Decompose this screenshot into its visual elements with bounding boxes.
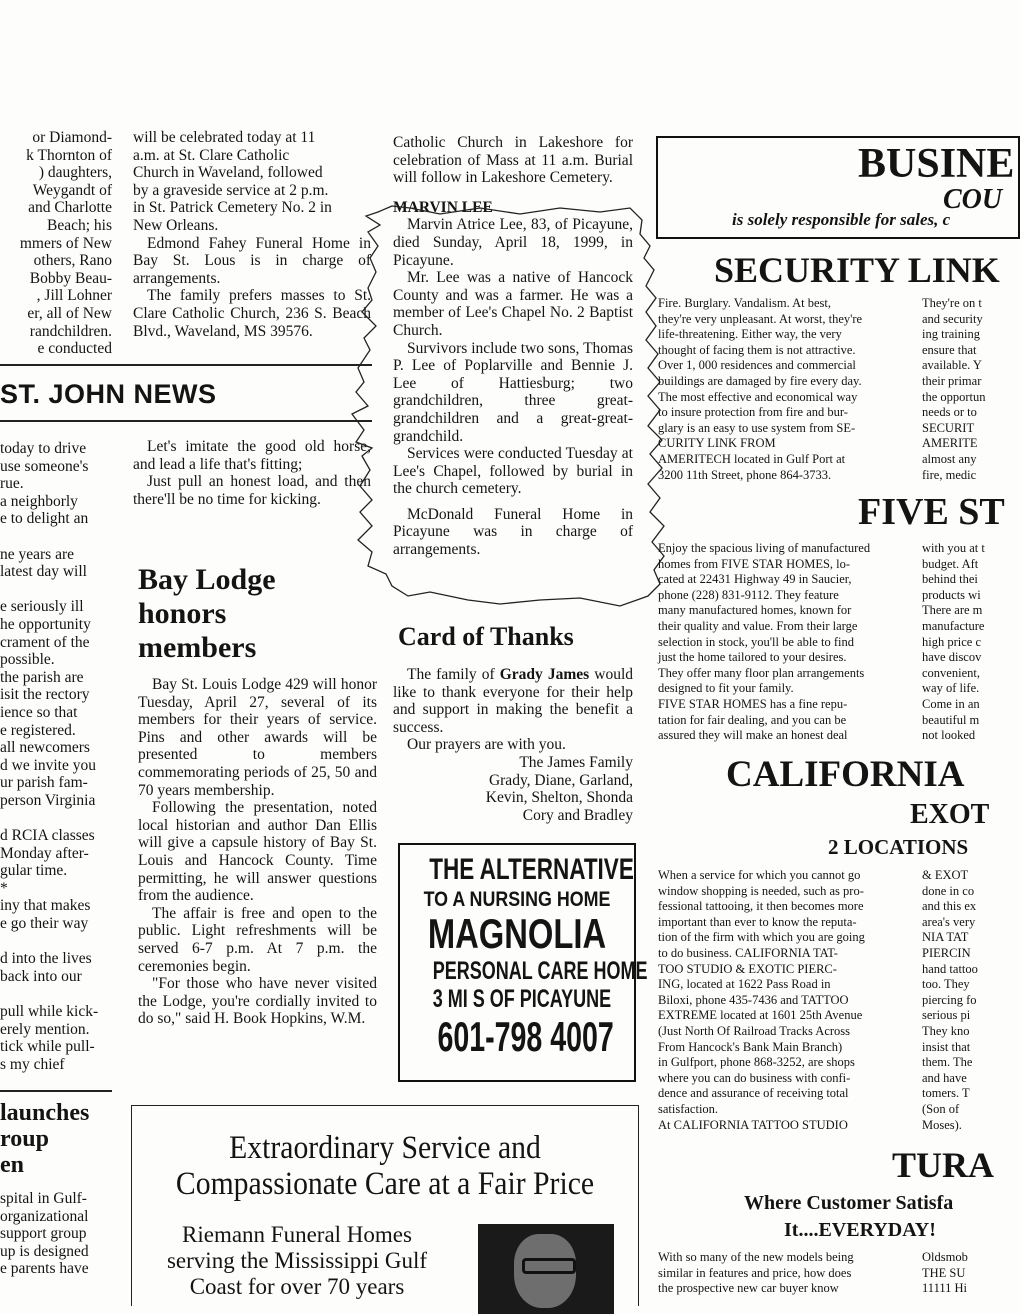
text-line: d RCIA classes <box>0 827 95 845</box>
riemann-headline-2: Compassionate Care at a Fair Price <box>175 1166 595 1202</box>
business-banner <box>656 136 1020 239</box>
text-line: products wi <box>922 587 981 602</box>
text-line: spital in Gulf- <box>0 1190 87 1207</box>
text-line: their quality and value. From their large <box>658 618 858 633</box>
text-line: area's very <box>922 914 976 929</box>
tura-left-text <box>658 1250 902 1296</box>
text-line: behind thei <box>922 572 978 587</box>
text-line: homes from FIVE STAR HOMES, lo- <box>658 556 851 571</box>
text-line: NIA TAT <box>922 930 969 945</box>
text-line: They're on t <box>922 296 982 310</box>
text-line: window shopping is needed, such as pro- <box>658 883 864 898</box>
magnolia-ad <box>398 843 648 1082</box>
magnolia-line-2: TO A NURSING HOME <box>423 888 611 911</box>
text-line: Church in Waveland, followed <box>133 164 323 182</box>
text-line: & EXOT <box>922 868 969 882</box>
text-line: ING, located at 1622 Pass Road in <box>658 977 831 992</box>
text-line: way of life. <box>922 681 980 696</box>
security-link-title: SECURITY LINK <box>714 250 1000 290</box>
text-line: Monday after- <box>0 844 89 862</box>
text-line: and have <box>922 1070 967 1085</box>
text-line: beautiful m <box>922 712 980 727</box>
text-line: pull while kick- <box>0 1003 99 1020</box>
security-left-text <box>658 296 902 483</box>
five-star-title: FIVE ST <box>858 491 1005 533</box>
section-heading-st-john-news: ST. JOHN NEWS <box>0 379 217 409</box>
riemann-sub-2: serving the Mississippi Gulf <box>166 1248 428 1273</box>
text-line: EXTREME located at 1601 25th Avenue <box>658 1008 863 1023</box>
text-line: manufacture <box>922 618 985 633</box>
text-line: cated at 22431 Highway 49 in Saucier, <box>658 572 852 587</box>
lakeshore-paragraph: Catholic Church in Lakeshore for celebration of Mass at 11 a.m. Burial will follow in Lakeshore Cemetery. <box>393 134 633 187</box>
banner-tagline: is solely responsible for sales, c <box>732 210 951 229</box>
headline-line: launches <box>0 1100 90 1126</box>
text-line: all newcomers <box>0 739 90 757</box>
five-star-right-text <box>922 541 992 744</box>
text-line: buildings are damaged by fire every day. <box>658 373 862 388</box>
text-line: (Son of <box>922 1101 960 1116</box>
poem-line-2: Just pull an honest load, and then there'll be no time for kicking. <box>133 473 371 508</box>
bay-lodge-p4: "For those who have never visited the Lodge, you're cordially invited to do so," said H. Book Hopkins, W.M. <box>138 975 377 1028</box>
text-line: s my chief <box>0 1055 65 1073</box>
text-line: tomers. T <box>922 1086 970 1101</box>
text-line: a.m. at St. Clare Catholic <box>133 146 290 164</box>
text-line: New Orleans. <box>133 216 219 234</box>
text-line: ) daughters, <box>38 164 112 182</box>
text-line: ensure that <box>922 342 977 357</box>
text-line: satisfaction. <box>658 1101 719 1116</box>
riemann-headline-1: Extraordinary Service and <box>229 1130 541 1166</box>
california-subtitle: EXOT <box>910 799 990 830</box>
text-line: e to delight an <box>0 510 89 528</box>
text-line: today to drive <box>0 440 87 457</box>
text-line: Weygandt of <box>32 181 112 199</box>
text-line: PIERCIN <box>922 945 971 960</box>
text-line: the opportun <box>922 389 986 404</box>
text-line: e registered. <box>0 721 76 739</box>
text-line: gular time. <box>0 862 68 880</box>
text-line: he opportunity <box>0 615 91 633</box>
banner-subtitle: COU <box>943 184 1003 215</box>
text-line: almost any <box>922 451 977 466</box>
california-locations: 2 LOCATIONS <box>828 835 969 859</box>
tura-subtitle-2: It....EVERYDAY! <box>784 1219 936 1241</box>
text-line: At CALIFORNIA TATTOO STUDIO <box>658 1117 848 1132</box>
text-line: crament of the <box>0 633 90 651</box>
text-line: They offer many floor plan arrangements <box>658 665 865 680</box>
text-line: 3200 11th Street, phone 864-3733. <box>658 467 832 482</box>
text-line: too. They <box>922 977 970 992</box>
text-line: others, Rano <box>33 252 112 270</box>
text-line: designed to fit your family. <box>658 681 794 696</box>
text-line: tion of the firm with which you are going <box>658 930 865 945</box>
text-line: CURITY LINK FROM <box>658 436 776 451</box>
text-line: by a graveside service at 2 p.m. <box>133 181 329 199</box>
text-line: their primar <box>922 373 982 388</box>
text-line: ne years are <box>0 545 75 563</box>
california-right-text <box>922 868 992 1133</box>
signature-line: Cory and Bradley <box>522 806 633 824</box>
text-line: d we invite you <box>0 756 96 774</box>
text-line: tick while pull- <box>0 1038 95 1056</box>
text-line: The most effective and economical way <box>658 389 858 404</box>
text-line: 11111 Hi <box>922 1281 968 1296</box>
text-line: Biloxi, phone 435-7436 and TATTOO <box>658 992 849 1007</box>
text-line: selection in stock, you'll be able to find <box>658 634 854 649</box>
text-line: dence and assurance of receiving total <box>658 1086 849 1101</box>
text-line: From Hancock's Bank Main Branch) <box>658 1039 843 1054</box>
text-line: not looked <box>922 728 976 743</box>
thanks-p1: The family of Grady James would like to thank everyone for their help and support in making the benefit a success. <box>393 666 633 736</box>
signature-line: Grady, Diane, Garland, <box>488 771 633 789</box>
headline-line: members <box>138 631 257 664</box>
text-line: insist that <box>922 1039 971 1054</box>
text-line: in St. Patrick Cemetery No. 2 in <box>133 199 332 217</box>
text-line: available. Y <box>922 358 982 373</box>
text-line: Moses). <box>922 1117 962 1132</box>
poem-line-1: Let's imitate the good old horse, and lead a life that's fitting; <box>133 438 371 473</box>
card-of-thanks <box>393 666 633 824</box>
text-line: done in co <box>922 883 975 898</box>
text-line: and Charlotte <box>28 199 112 217</box>
headline-line: roup <box>0 1126 49 1152</box>
magnolia-line-5: 3 MI S OF PICAYUNE <box>432 985 612 1013</box>
riemann-sub-1: Riemann Funeral Homes <box>182 1222 412 1247</box>
text-line: the prospective new car buyer know <box>658 1281 839 1296</box>
lee-p3: Survivors include two sons, Thomas P. Lee of Poplarville and Bennie J. Lee of Hattiesburg; two grandchildren, three great-grandchildren and a great-great-grandchild. <box>393 339 633 445</box>
text-line: a neighborly <box>0 492 78 510</box>
text-line: up is designed <box>0 1242 89 1260</box>
text-line: e go their way <box>0 915 89 933</box>
riemann-sub-3: Coast for over 70 years <box>189 1274 405 1299</box>
tura-title: TURA <box>892 1145 995 1185</box>
text-line: mmers of New <box>19 234 112 252</box>
text-line: possible. <box>0 651 55 669</box>
text-line: e seriously ill <box>0 598 84 616</box>
text-line: them. The <box>922 1055 973 1070</box>
bay-lodge-p2: Following the presentation, noted local historian and author Dan Ellis will give a capsule history of Bay St. Louis and Hancock County. Time permitting, he will answer questions from the audience. <box>138 799 377 905</box>
text-line: THE SU <box>922 1265 966 1280</box>
text-line: Enjoy the spacious living of manufactured <box>658 541 871 555</box>
text-line: fessional tattooing, it then becomes more <box>658 899 864 914</box>
riemann-ad <box>131 1105 639 1306</box>
text-line: or Diamond- <box>32 129 112 146</box>
text-line: Fire. Burglary. Vandalism. At best, <box>658 296 832 310</box>
text-line: erely mention. <box>0 1020 90 1038</box>
thanks-signature <box>393 754 633 824</box>
banner-title: BUSINE <box>858 141 1015 187</box>
text-line: will be celebrated today at 11 <box>133 129 316 146</box>
text-line: (Just North Of Railroad Tracks Across <box>658 1023 851 1038</box>
security-right-text <box>922 296 992 483</box>
signature-line: The James Family <box>519 753 633 771</box>
headline-line: en <box>0 1152 24 1178</box>
text-line: Beach; his <box>47 216 112 234</box>
text-line: person Virginia <box>0 791 96 809</box>
text-line: life-threatening. Either way, the very <box>658 327 842 342</box>
text-line: piercing fo <box>922 992 977 1007</box>
text-line: and this ex <box>922 899 977 914</box>
text-line: Come in an <box>922 696 980 711</box>
text-line: convenient, <box>922 665 980 680</box>
magnolia-line-4: PERSONAL CARE HOME <box>432 957 648 985</box>
text-line: AMERITE <box>922 436 978 451</box>
text-line: support group <box>0 1225 87 1243</box>
text-line: ience so that <box>0 703 78 721</box>
text-line: back into our <box>0 967 82 985</box>
text-line: budget. Aft <box>922 556 979 571</box>
text-line: organizational <box>0 1207 89 1225</box>
text-line: er, all of New <box>27 304 112 322</box>
text-line: With so many of the new models being <box>658 1250 854 1264</box>
five-star-left-text <box>658 541 902 744</box>
text-line: phone (228) 831-9112. They feature <box>658 587 839 602</box>
tura-right-text <box>922 1250 992 1296</box>
text-line: TOO STUDIO & EXOTIC PIERC- <box>658 961 837 976</box>
text-line: They kno <box>922 1023 970 1038</box>
text-line: SECURIT <box>922 420 975 435</box>
text-line: have discov <box>922 650 982 665</box>
text-line: , Jill Lohner <box>36 287 112 305</box>
lee-p4: Services were conducted Tuesday at Lee's Chapel, followed by burial in the church cemetery. <box>393 445 633 498</box>
text-line: ur parish fam- <box>0 774 88 792</box>
bay-lodge-p3: The affair is free and open to the public. Light refreshments will be served 6-7 p.m. At 7 p.m. the ceremonies begin. <box>138 904 377 975</box>
text-line: Over 1, 000 residences and commercial <box>658 358 856 373</box>
california-title: CALIFORNIA <box>726 754 965 795</box>
text-line: iny that makes <box>0 897 91 915</box>
text-line: the parish are <box>0 668 84 686</box>
tura-subtitle-1: Where Customer Satisfa <box>744 1192 954 1214</box>
text-line: serious pi <box>922 1008 971 1023</box>
text-line: ing training <box>922 327 980 342</box>
text-line: k Thornton of <box>26 146 112 164</box>
text-line: in Gulfport, phone 868-3252, are shops <box>658 1055 855 1070</box>
text-line: to do business. CALIFORNIA TAT- <box>658 945 838 960</box>
text-line: isit the rectory <box>0 686 90 704</box>
text-line: Oldsmob <box>922 1250 968 1264</box>
text-line: d into the lives <box>0 950 92 968</box>
lee-p1: Marvin Atrice Lee, 83, of Picayune, died Sunday, April 18, 1999, in Picayune. <box>393 216 633 269</box>
text-line: just the home tailored to your desires. <box>658 650 847 665</box>
text-line: to insure protection from fire and bur- <box>658 405 848 420</box>
text-line: high price c <box>922 634 982 649</box>
masses-paragraph: The family prefers masses to St. Clare Catholic Church, 236 S. Beach Blvd., Waveland, MS 39576. <box>133 287 371 340</box>
text-line: There are m <box>922 603 983 618</box>
text-line: assured they will make an honest deal <box>658 728 848 743</box>
riemann-portrait <box>478 1224 614 1314</box>
text-line: use someone's <box>0 457 89 475</box>
text-line: fire, medic <box>922 467 977 482</box>
obit-name-marvin-lee: MARVIN LEE <box>393 198 493 216</box>
signature-line: Kevin, Shelton, Shonda <box>485 789 633 807</box>
magnolia-line-1: THE ALTERNATIVE <box>429 853 634 886</box>
card-of-thanks-title: Card of Thanks <box>398 622 574 651</box>
text-line: and security <box>922 311 983 326</box>
text-line: they're very unpleasant. At worst, they're <box>658 311 863 326</box>
funeral-home-paragraph: Edmond Fahey Funeral Home in Bay St. Lous is in charge of arrangements. <box>133 234 371 287</box>
text-line: When a service for which you cannot go <box>658 868 861 882</box>
lee-p5: McDonald Funeral Home in Picayune was in charge of arrangements. <box>393 505 633 559</box>
thanks-p2: Our prayers are with you. <box>407 736 566 754</box>
california-left-text <box>658 868 902 1133</box>
text-line: e parents have <box>0 1260 89 1278</box>
text-line: thought of facing them is not attractive. <box>658 342 856 357</box>
text-line: Bobby Beau- <box>29 269 112 287</box>
lee-p2: Mr. Lee was a native of Hancock County and was a farmer. He was a member of Lee's Chapel No. 2 Baptist Church. <box>393 269 633 339</box>
headline-line: honors <box>138 597 227 630</box>
text-line: randchildren. <box>29 322 112 340</box>
text-line: e conducted <box>37 340 112 358</box>
text-line: * <box>0 879 8 897</box>
text-line: similar in features and price, how does <box>658 1265 852 1280</box>
text-line: where you can do business with confi- <box>658 1070 851 1085</box>
text-line: tation for fair dealing, and you can be <box>658 712 847 727</box>
bay-lodge-p1: Bay St. Louis Lodge 429 will honor Tuesday, April 27, several of its members for their years of service. Pins and other awards will be presented to members commemorating periods of 25, 50 and 70 years membership. <box>138 676 377 799</box>
text-line: many manufactured homes, known for <box>658 603 852 618</box>
text-line: AMERITECH located in Gulf Port at <box>658 451 846 466</box>
text-line: glary is an easy to use system from SE- <box>658 420 856 435</box>
headline-line: Bay Lodge <box>138 563 276 596</box>
text-line: FIVE STAR HOMES has a fine repu- <box>658 696 848 711</box>
magnolia-phone: 601-798 4007 <box>437 1013 614 1060</box>
text-line: important than ever to know the reputa- <box>658 914 857 929</box>
text-line: hand tattoo <box>922 961 978 976</box>
text-line: latest day will <box>0 563 87 581</box>
text-line: with you at t <box>922 541 985 555</box>
text-line: rue. <box>0 475 24 493</box>
magnolia-line-3: MAGNOLIA <box>427 910 607 957</box>
text-line: needs or to <box>922 405 977 420</box>
